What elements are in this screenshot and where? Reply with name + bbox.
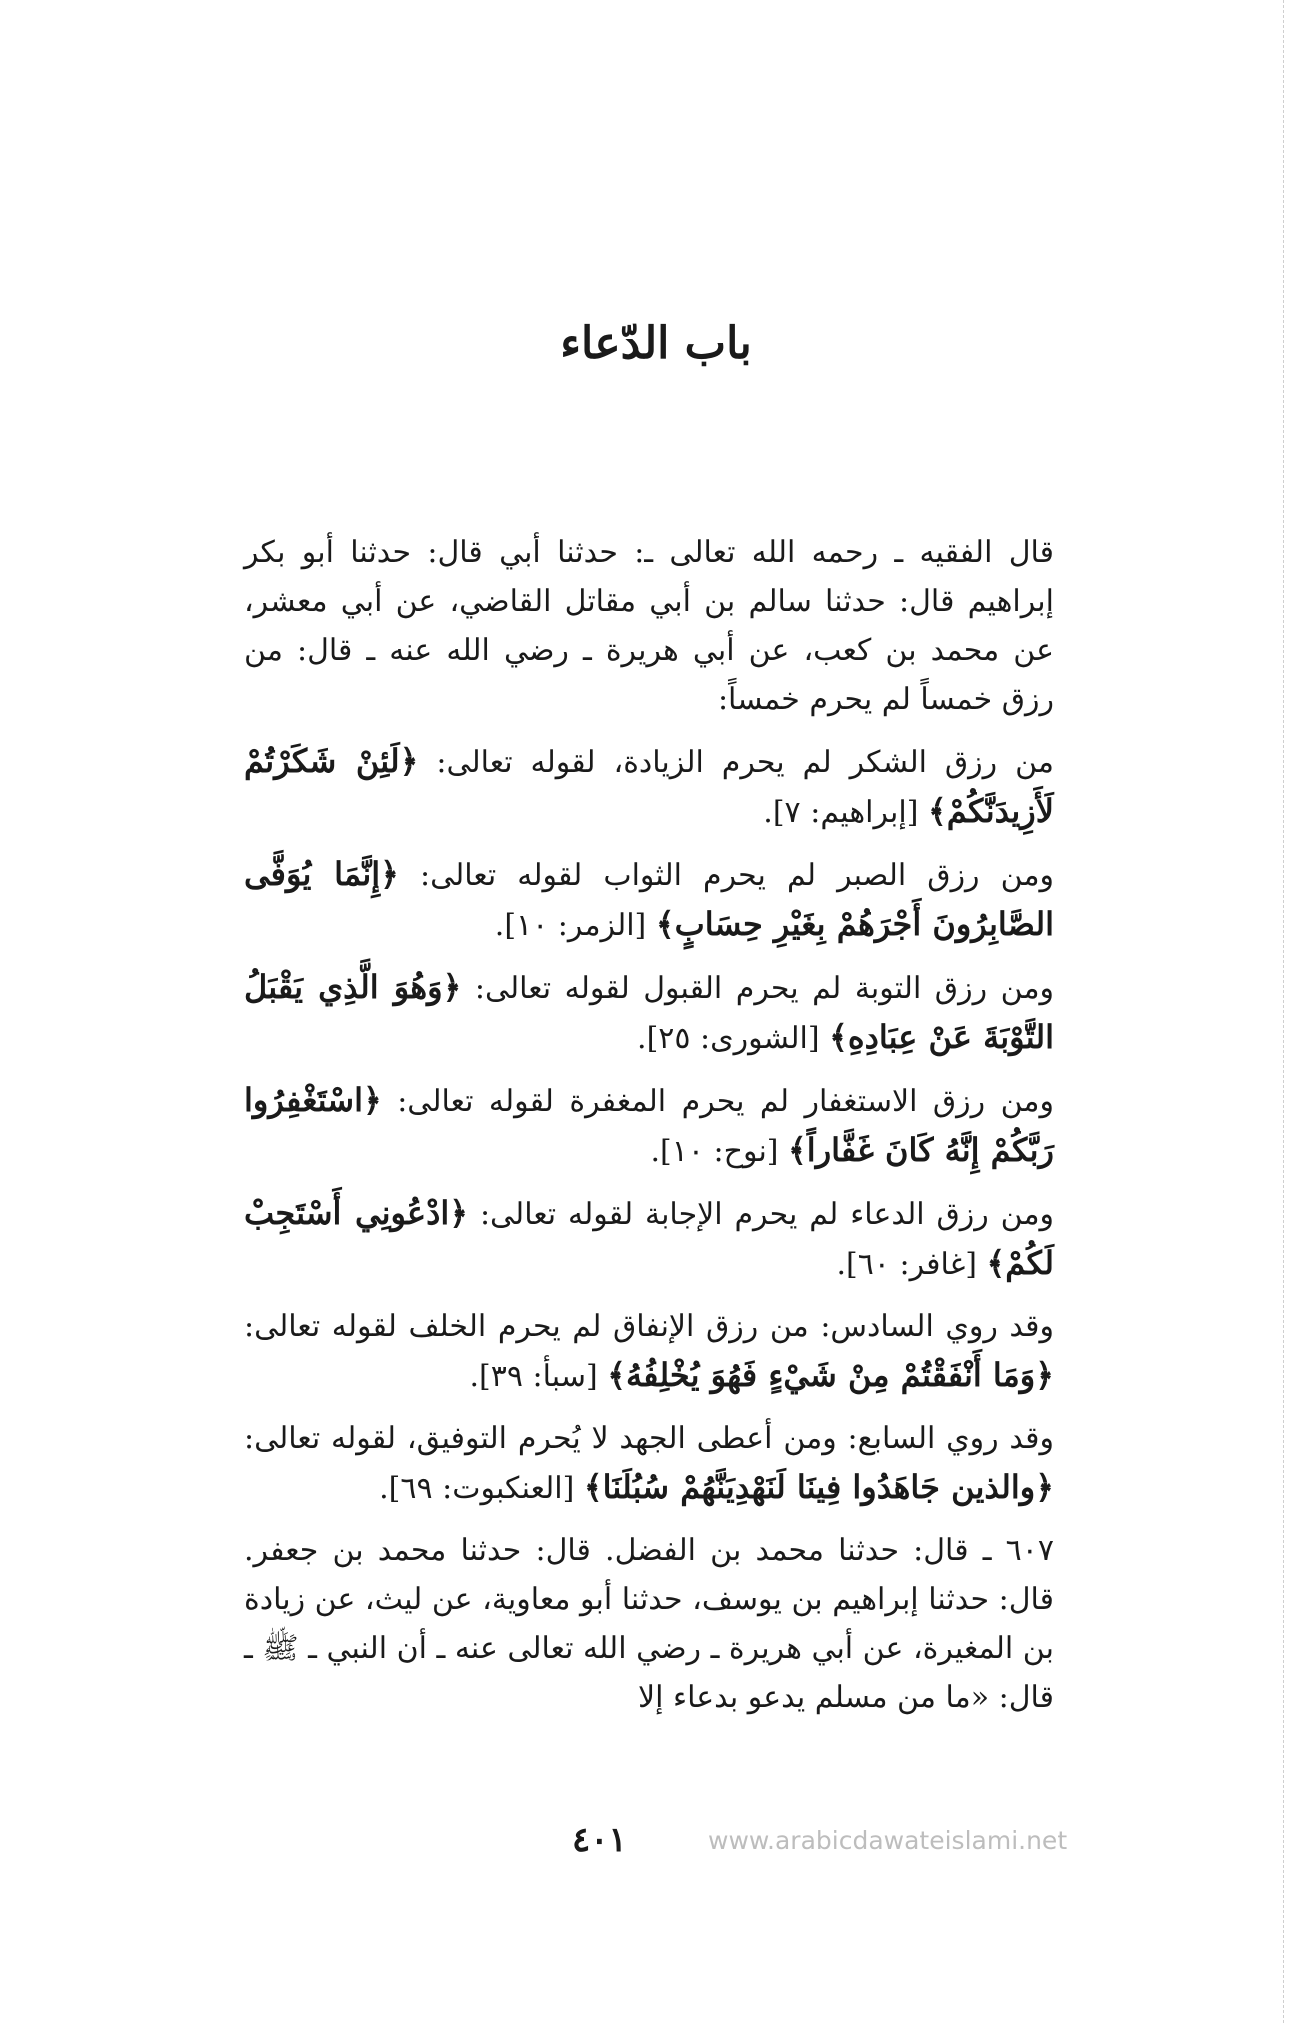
paragraph-text: ٦٠٧ ـ قال: حدثنا محمد بن الفضل. قال: حدثنا محمد بن جعفر. قال: حدثنا إبراهيم بن يوسف، حدثنا أبو معاوية، عن ليث، عن زيادة بن المغيرة، عن أبي هريرة ـ رضي الله تعالى عنه ـ أن النبي ـ ﷺ ـ قال: «ما من مسلم يدعو بدعاء إلا (244, 1533, 1054, 1715)
paragraph (244, 850, 1054, 950)
paragraph (244, 528, 1054, 724)
watermark-url: www.arabicdawateislami.net (708, 1826, 1068, 1855)
paragraph (244, 1414, 1054, 1513)
chapter-title: باب الدّعاء (560, 318, 752, 369)
paragraph-text: ومن رزق الصبر لم يحرم الثواب لقوله تعالى: (398, 858, 1055, 893)
paragraph (244, 1526, 1054, 1722)
paragraph (244, 1302, 1054, 1401)
quran-verse: ﴿إِنَّمَا يُوَفَّى الصَّابِرُونَ أَجْرَهُمْ بِغَيْرِ حِسَابٍ﴾ (244, 855, 1054, 943)
paragraph (244, 1076, 1054, 1176)
paragraph-text: من رزق الشكر لم يحرم الزيادة، لقوله تعالى: (418, 745, 1054, 780)
paragraph (244, 963, 1054, 1063)
paragraph (244, 1189, 1054, 1289)
paragraph-text: [الزمر: ١٠]. (494, 908, 656, 943)
quran-verse: ﴿وَمَا أَنْفَقْتُمْ مِنْ شَيْءٍ فَهُوَ يُخْلِفُهُ﴾ (607, 1356, 1054, 1394)
page-number: ٤٠١ (572, 1820, 627, 1860)
paragraph (244, 737, 1054, 837)
quran-verse: ﴿والذين جَاهَدُوا فِينَا لَنَهْدِيَنَّهُمْ سُبُلَنَا﴾ (583, 1468, 1054, 1506)
paragraph-text: وقد روي السابع: ومن أعطى الجهد لا يُحرم التوفيق، لقوله تعالى: (244, 1421, 1054, 1456)
quran-verse: ﴿ادْعُونِي أَسْتَجِبْ لَكُمْ﴾ (244, 1194, 1054, 1282)
paragraph-text: وقد روي السادس: من رزق الإنفاق لم يحرم الخلف لقوله تعالى: (244, 1309, 1054, 1344)
paragraph-text: قال الفقيه ـ رحمه الله تعالى ـ: حدثنا أبي قال: حدثنا أبو بكر إبراهيم قال: حدثنا سالم بن أبي مقاتل القاضي، عن أبي معشر، عن محمد بن كعب، عن أبي هريرة ـ رضي الله عنه ـ قال: من رزق خمساً لم يحرم خمساً: (244, 535, 1054, 717)
body-text (244, 528, 1054, 1735)
paragraph-text: ومن رزق الدعاء لم يحرم الإجابة لقوله تعالى: (468, 1197, 1055, 1232)
page-footer (0, 1820, 1312, 1880)
quran-verse: ﴿لَئِنْ شَكَرْتُمْ لَأَزِيدَنَّكُمْ﴾ (244, 742, 1054, 830)
quran-verse: ﴿اسْتَغْفِرُوا رَبَّكُمْ إِنَّهُ كَانَ غَفَّاراً﴾ (244, 1081, 1054, 1169)
paragraph-text: [إبراهيم: ٧]. (763, 795, 928, 830)
quran-verse: ﴿وَهُوَ الَّذِي يَقْبَلُ التَّوْبَةَ عَنْ عِبَادِهِ﴾ (244, 968, 1054, 1056)
paragraph-text: [الشورى: ٢٥]. (637, 1021, 830, 1056)
scan-edge-line (1283, 0, 1284, 2023)
paragraph-text: [سبأ: ٣٩]. (469, 1359, 608, 1394)
paragraph-text: ومن رزق التوبة لم يحرم القبول لقوله تعالى: (461, 971, 1054, 1006)
paragraph-text: ومن رزق الاستغفار لم يحرم المغفرة لقوله تعالى: (381, 1084, 1054, 1119)
paragraph-text: [العنكبوت: ٦٩]. (379, 1471, 584, 1506)
paragraph-text: [نوح: ١٠]. (650, 1134, 789, 1169)
paragraph-text: [غافر: ٦٠]. (836, 1247, 987, 1282)
